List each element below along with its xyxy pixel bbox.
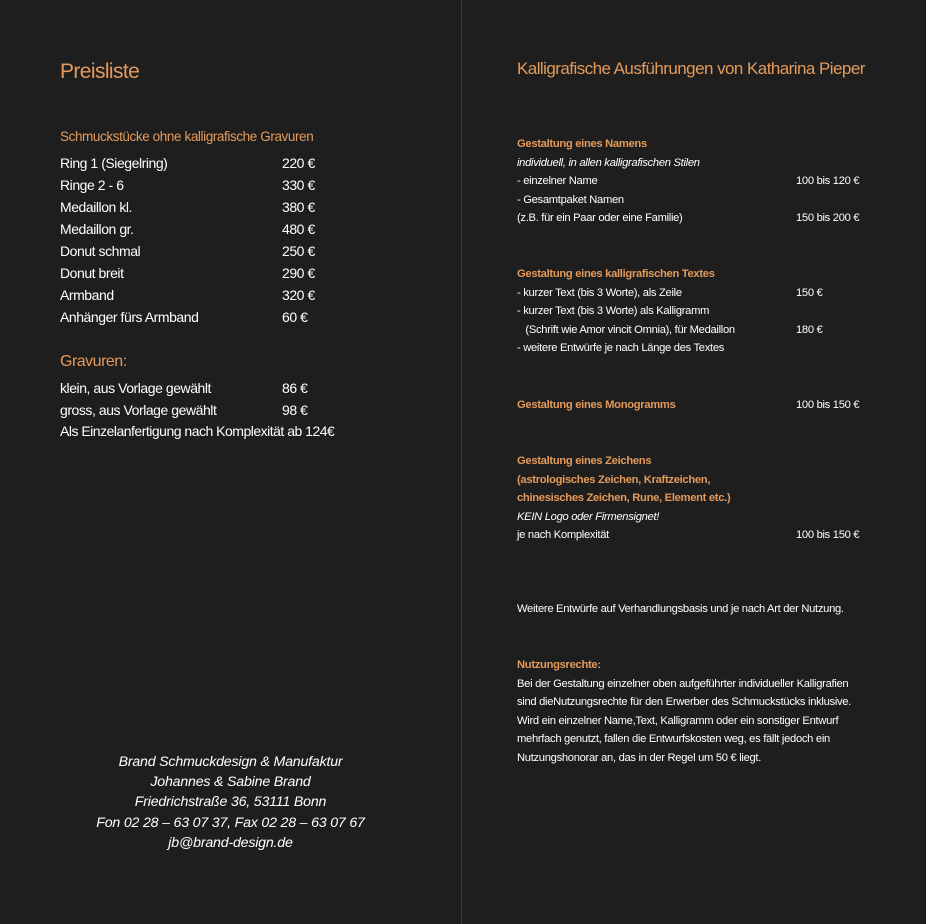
engravings-note: Als Einzelanfertigung nach Komplexität ab 124€ <box>60 423 335 439</box>
usage-rights-heading: Nutzungsrechte: <box>517 659 601 671</box>
line-price: 100 bis 120 € <box>796 175 860 187</box>
price-row <box>60 240 350 262</box>
section-heading: Gestaltung eines kalligrafischen Textes <box>517 268 715 280</box>
item-name: Donut schmal <box>60 243 141 259</box>
price-line <box>517 526 877 545</box>
line-price: 150 bis 200 € <box>796 212 860 224</box>
item-price: 220 € <box>282 155 315 171</box>
price-row <box>60 174 350 196</box>
line-text: - kurzer Text (bis 3 Worte) als Kalligramm <box>517 305 710 317</box>
item-name: Armband <box>60 287 114 303</box>
further-designs-note: Weitere Entwürfe auf Verhandlungsbasis und je nach Art der Nutzung. <box>517 603 844 615</box>
item-name: Ring 1 (Siegelring) <box>60 155 168 171</box>
price-line <box>517 172 877 191</box>
price-row <box>60 377 350 399</box>
line-price: 100 bis 150 € <box>796 399 860 411</box>
owner-names: Johannes & Sabine Brand <box>150 774 311 791</box>
right-page <box>462 0 926 924</box>
engravings-title: Gravuren: <box>60 353 127 370</box>
section-names <box>517 135 877 228</box>
price-line <box>517 284 877 303</box>
line-text: je nach Komplexität <box>517 529 609 541</box>
item-price: 380 € <box>282 199 315 215</box>
section-heading: (astrologisches Zeichen, Kraftzeichen, <box>517 473 711 486</box>
item-name: gross, aus Vorlage gewählt <box>60 402 217 418</box>
engravings-price-table <box>60 377 350 421</box>
line-price: 150 € <box>796 286 823 299</box>
calligraphy-title: Kalligrafische Ausführungen von Katharina Pieper <box>517 59 865 78</box>
item-price: 480 € <box>282 221 315 237</box>
price-line <box>517 339 877 358</box>
price-line <box>517 321 877 340</box>
price-row <box>60 196 350 218</box>
item-name: Donut breit <box>60 265 124 281</box>
usage-rights-line: Nutzungshonorar an, das in der Regel um 50 € liegt. <box>517 751 762 764</box>
line-price: 180 € <box>796 323 823 336</box>
item-price: 86 € <box>282 380 308 396</box>
address-block <box>0 752 461 853</box>
section-text <box>517 265 877 358</box>
price-list-title: Preisliste <box>60 60 140 83</box>
price-row <box>60 306 350 328</box>
email-address: jb@brand-design.de <box>168 834 293 851</box>
section-sign <box>517 452 877 545</box>
price-line <box>517 302 877 321</box>
left-page <box>0 0 461 924</box>
usage-rights-section <box>517 656 877 767</box>
line-text: (z.B. für ein Paar oder eine Familie) <box>517 212 683 224</box>
section-heading: Gestaltung eines Monogramms <box>517 399 676 411</box>
line-text: - Gesamtpaket Namen <box>517 193 624 206</box>
item-price: 290 € <box>282 265 315 281</box>
company-name: Brand Schmuckdesign & Manufaktur <box>118 754 343 770</box>
section-note: KEIN Logo oder Firmensignet! <box>517 510 660 523</box>
line-text: - weitere Entwürfe je nach Länge des Textes <box>517 342 725 354</box>
price-row <box>60 399 350 421</box>
phone-fax: Fon 02 28 – 63 07 37, Fax 02 28 – 63 07 67 <box>96 814 365 831</box>
price-row <box>60 262 350 284</box>
section-heading: chinesisches Zeichen, Rune, Element etc.) <box>517 492 731 504</box>
usage-rights-line: sind dieNutzungsrechte für den Erwerber des Schmuckstücks inklusive. <box>517 696 852 708</box>
section-monogram <box>517 396 877 415</box>
line-text: - einzelner Name <box>517 175 598 187</box>
price-row <box>60 218 350 240</box>
item-name: Medaillon kl. <box>60 199 132 215</box>
item-name: Ringe 2 - 6 <box>60 177 124 193</box>
item-price: 330 € <box>282 177 315 193</box>
item-price: 98 € <box>282 402 308 418</box>
usage-rights-line: Wird ein einzelner Name,Text, Kalligramm oder ein sonstiger Entwurf <box>517 714 839 727</box>
section-subheading: individuell, in allen kalligrafischen Stilen <box>517 156 700 169</box>
price-line <box>517 209 877 228</box>
jewelry-subtitle: Schmuckstücke ohne kalligrafische Gravuren <box>60 129 314 144</box>
usage-rights-line: mehrfach genutzt, fallen die Entwurfskosten weg, es fällt jedoch ein <box>517 733 830 745</box>
jewelry-price-table <box>60 152 350 328</box>
item-price: 320 € <box>282 287 315 303</box>
item-price: 60 € <box>282 309 308 325</box>
line-price: 100 bis 150 € <box>796 529 860 541</box>
item-name: klein, aus Vorlage gewählt <box>60 380 211 396</box>
price-line <box>517 191 877 210</box>
line-text: (Schrift wie Amor vincit Omnia), für Medaillon <box>517 323 735 336</box>
item-price: 250 € <box>282 243 315 259</box>
price-row <box>60 152 350 174</box>
item-name: Anhänger fürs Armband <box>60 309 199 325</box>
usage-rights-line: Bei der Gestaltung einzelner oben aufgeführter individueller Kalligrafien <box>517 677 849 690</box>
price-row <box>60 284 350 306</box>
section-heading: Gestaltung eines Zeichens <box>517 455 652 467</box>
item-name: Medaillon gr. <box>60 221 134 237</box>
street-address: Friedrichstraße 36, 53111 Bonn <box>134 794 327 811</box>
section-heading: Gestaltung eines Namens <box>517 138 647 150</box>
price-line <box>517 396 877 415</box>
line-text: - kurzer Text (bis 3 Worte), als Zeile <box>517 286 682 299</box>
